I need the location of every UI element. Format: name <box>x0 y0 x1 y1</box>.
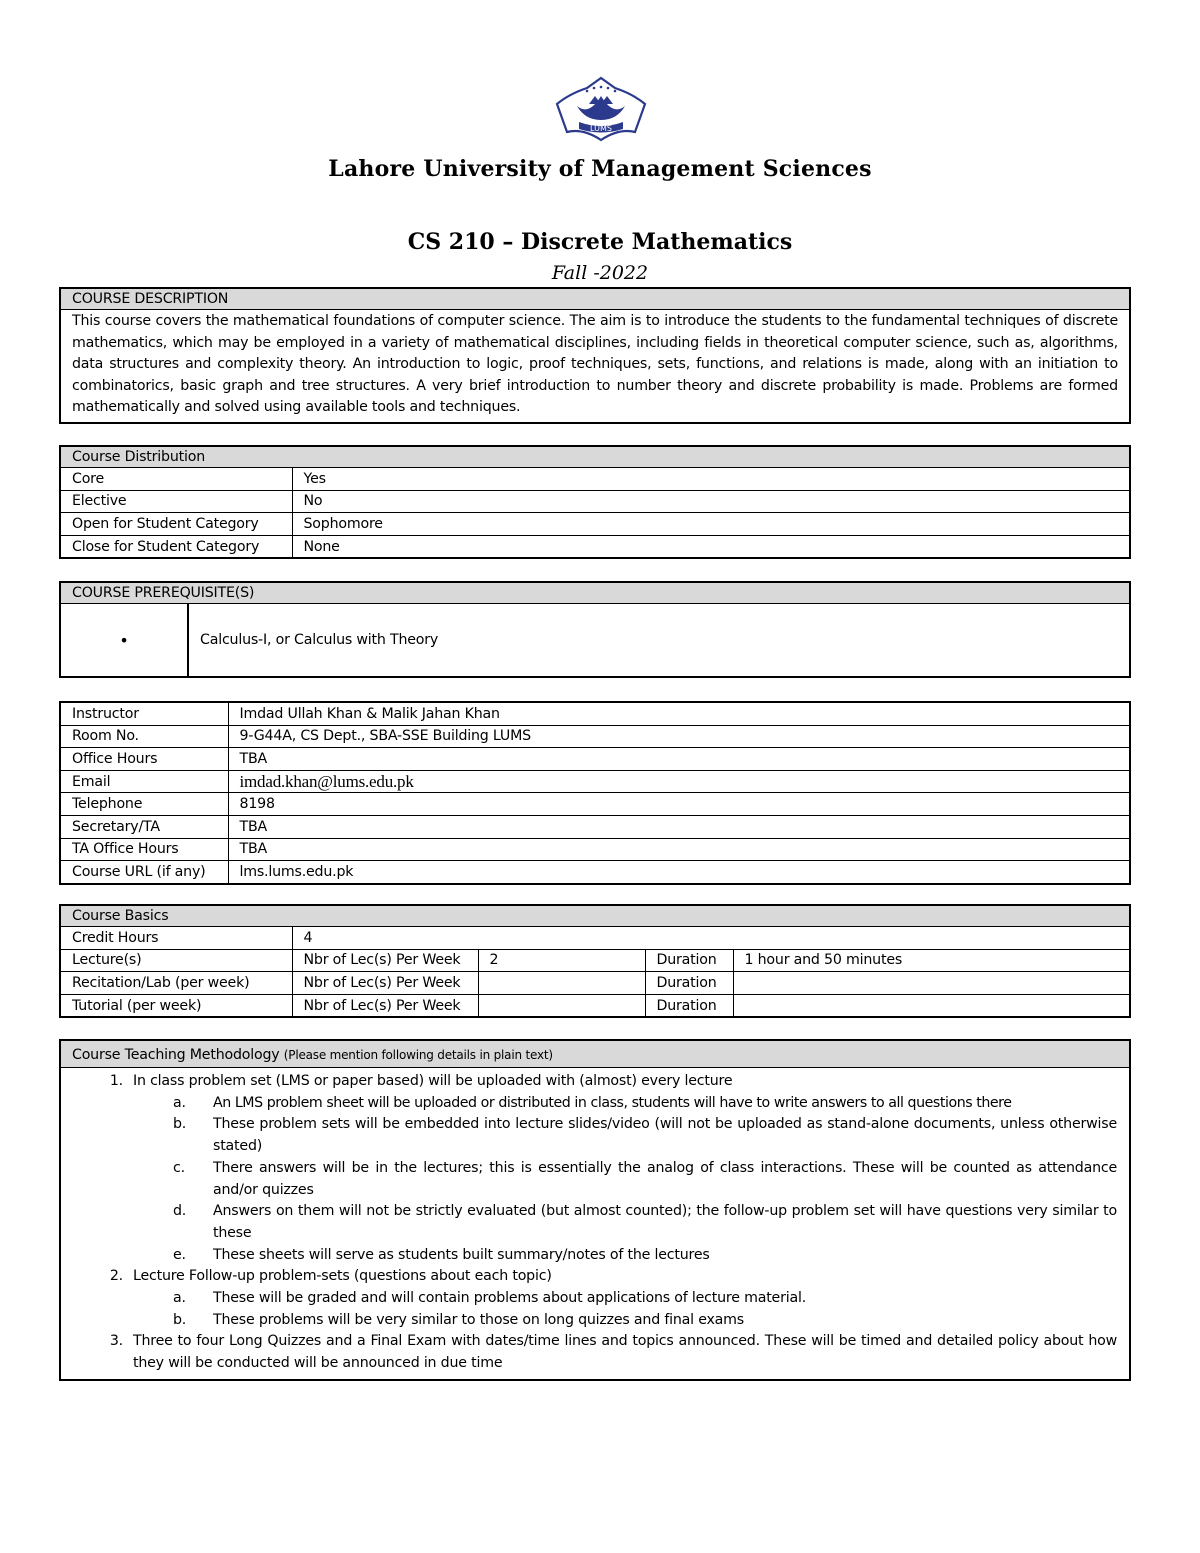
row-label: Telephone <box>61 793 228 816</box>
table-row <box>61 703 1129 725</box>
course-title: CS 210 – Discrete Mathematics <box>407 229 793 255</box>
item-number: 3. <box>109 1333 123 1350</box>
row-value: TBA <box>228 815 1129 838</box>
credit-hours-value: 4 <box>292 927 1129 949</box>
svg-text:LUMS: LUMS <box>590 124 612 133</box>
table-row <box>61 725 1129 748</box>
table-row <box>61 949 1129 972</box>
per-week-label: Nbr of Lec(s) Per Week <box>292 972 478 995</box>
course-distribution-heading: Course Distribution <box>61 447 1129 468</box>
duration-value <box>733 994 1129 1016</box>
subitem-letter: b. <box>173 1116 187 1133</box>
row-value: Sophomore <box>292 513 1129 536</box>
list-item <box>61 1331 1117 1374</box>
item-text: Three to four Long Quizzes and a Final Exam with dates/time lines and topics announced. These will be timed and detailed policy about how they will be conducted will be announced in due time <box>133 1333 1117 1372</box>
instructor-info-table <box>61 703 1129 883</box>
teaching-methodology-heading <box>61 1041 1129 1068</box>
row-value: None <box>292 535 1129 557</box>
row-label: Close for Student Category <box>61 535 292 557</box>
subitem-text: These problem sets will be embedded into lecture slides/video (will not be uploaded as stand-alone documents, unless otherwise stated) <box>213 1116 1117 1155</box>
row-label: Tutorial (per week) <box>61 994 292 1016</box>
duration-value <box>733 972 1129 995</box>
item-text: In class problem set (LMS or paper based) will be uploaded with (almost) every lecture <box>133 1073 733 1089</box>
table-row <box>61 748 1129 771</box>
table-row <box>61 861 1129 883</box>
item-text: Lecture Follow-up problem-sets (questions about each topic) <box>133 1268 552 1285</box>
subitem-letter: c. <box>173 1159 185 1176</box>
subitem-text: These sheets will serve as students built summary/notes of the lectures <box>213 1246 710 1263</box>
email-link[interactable]: imdad.khan@lums.edu.pk <box>228 770 1129 793</box>
table-row <box>61 535 1129 557</box>
course-basics-box <box>59 904 1131 1018</box>
course-distribution-table <box>61 468 1129 557</box>
course-basics-table <box>61 927 1129 1016</box>
course-description-box <box>59 287 1131 424</box>
subitem-letter: b. <box>173 1311 187 1328</box>
methodology-list <box>61 1068 1129 1375</box>
course-description-heading: COURSE DESCRIPTION <box>61 289 1129 310</box>
prerequisite-bullet: • <box>61 604 189 676</box>
course-basics-heading: Course Basics <box>61 906 1129 927</box>
row-label: Course URL (if any) <box>61 861 228 883</box>
list-item <box>61 1266 1117 1288</box>
row-label: Open for Student Category <box>61 513 292 536</box>
row-value: TBA <box>228 748 1129 771</box>
course-url-link[interactable]: lms.lums.edu.pk <box>228 861 1129 883</box>
subitem-letter: a. <box>173 1290 186 1307</box>
row-label: Lecture(s) <box>61 949 292 972</box>
row-value: No <box>292 490 1129 513</box>
course-term: Fall -2022 <box>551 262 649 284</box>
duration-label: Duration <box>645 949 733 972</box>
subitem-text: An LMS problem sheet will be uploaded or distributed in class, students will have to write answers to all questions there <box>213 1094 1012 1111</box>
list-subitem <box>61 1158 1117 1201</box>
row-value: 8198 <box>228 793 1129 816</box>
row-label: Room No. <box>61 725 228 748</box>
list-subitem <box>61 1288 1117 1310</box>
per-week-value: 2 <box>478 949 645 972</box>
row-label: Instructor <box>61 703 228 725</box>
per-week-label: Nbr of Lec(s) Per Week <box>292 994 478 1016</box>
course-distribution-box <box>59 445 1131 559</box>
table-row <box>61 513 1129 536</box>
instructor-info-box <box>59 701 1131 885</box>
course-description-text: This course covers the mathematical foundations of computer science. The aim is to introduce the students to the fundamental techniques of discrete mathematics, which may be employed in a variety of mathematical disciplines, including fields in theoretical computer science, such as, algorithms, data structures and complexity theory. An introduction to logic, proof techniques, sets, functions, and relations is made, along with an initiation to combinatorics, basic graph and tree structures. A very brief introduction to number theory and discrete probability is made. Problems are formed mathematically and solved using available tools and techniques. <box>72 313 1118 415</box>
list-subitem <box>61 1201 1117 1244</box>
table-row <box>61 468 1129 490</box>
subitem-text: There answers will be in the lectures; this is essentially the analog of class interactions. These will be counted as attendance and/or quizzes <box>213 1159 1117 1198</box>
row-value: TBA <box>228 838 1129 861</box>
course-prerequisites-box <box>59 581 1131 678</box>
prerequisite-item: Calculus-I, or Calculus with Theory <box>200 632 439 648</box>
item-number: 2. <box>109 1268 123 1285</box>
table-row <box>61 927 1129 949</box>
list-item <box>61 1071 1117 1093</box>
table-row <box>61 815 1129 838</box>
per-week-value <box>478 994 645 1016</box>
row-label: TA Office Hours <box>61 838 228 861</box>
duration-label: Duration <box>645 972 733 995</box>
university-name: Lahore University of Management Sciences <box>328 156 872 182</box>
row-label: Office Hours <box>61 748 228 771</box>
per-week-value <box>478 972 645 995</box>
list-subitem <box>61 1310 1117 1332</box>
subitem-text: These problems will be very similar to those on long quizzes and final exams <box>213 1311 744 1328</box>
row-label: Core <box>61 468 292 490</box>
item-number: 1. <box>109 1073 123 1089</box>
lums-logo <box>555 76 647 142</box>
row-value: Yes <box>292 468 1129 490</box>
list-subitem <box>61 1093 1117 1115</box>
duration-label: Duration <box>645 994 733 1016</box>
subitem-text: These will be graded and will contain problems about applications of lecture material. <box>213 1290 807 1307</box>
course-prerequisites-heading: COURSE PREREQUISITE(S) <box>61 583 1129 604</box>
duration-value: 1 hour and 50 minutes <box>733 949 1129 972</box>
row-label: Secretary/TA <box>61 815 228 838</box>
teaching-methodology-note: (Please mention following details in plain text) <box>283 1048 553 1062</box>
per-week-label: Nbr of Lec(s) Per Week <box>292 949 478 972</box>
subitem-letter: e. <box>173 1246 186 1263</box>
teaching-methodology-title: Course Teaching Methodology <box>72 1047 280 1063</box>
teaching-methodology-box <box>59 1039 1131 1381</box>
row-label: Elective <box>61 490 292 513</box>
table-row <box>61 770 1129 793</box>
table-row <box>61 972 1129 995</box>
list-subitem <box>61 1114 1117 1157</box>
subitem-letter: d. <box>173 1203 187 1220</box>
row-value: 9-G44A, CS Dept., SBA-SSE Building LUMS <box>228 725 1129 748</box>
subitem-text: Answers on them will not be strictly evaluated (but almost counted); the follow-up problem set will have questions very similar to these <box>213 1203 1117 1241</box>
row-label: Email <box>61 770 228 793</box>
table-row <box>61 994 1129 1016</box>
list-subitem <box>61 1245 1117 1267</box>
table-row <box>61 490 1129 513</box>
table-row <box>61 838 1129 861</box>
subitem-letter: a. <box>173 1094 186 1111</box>
table-row <box>61 793 1129 816</box>
row-label: Recitation/Lab (per week) <box>61 972 292 995</box>
row-label: Credit Hours <box>61 927 292 949</box>
row-value: Imdad Ullah Khan & Malik Jahan Khan <box>228 703 1129 725</box>
